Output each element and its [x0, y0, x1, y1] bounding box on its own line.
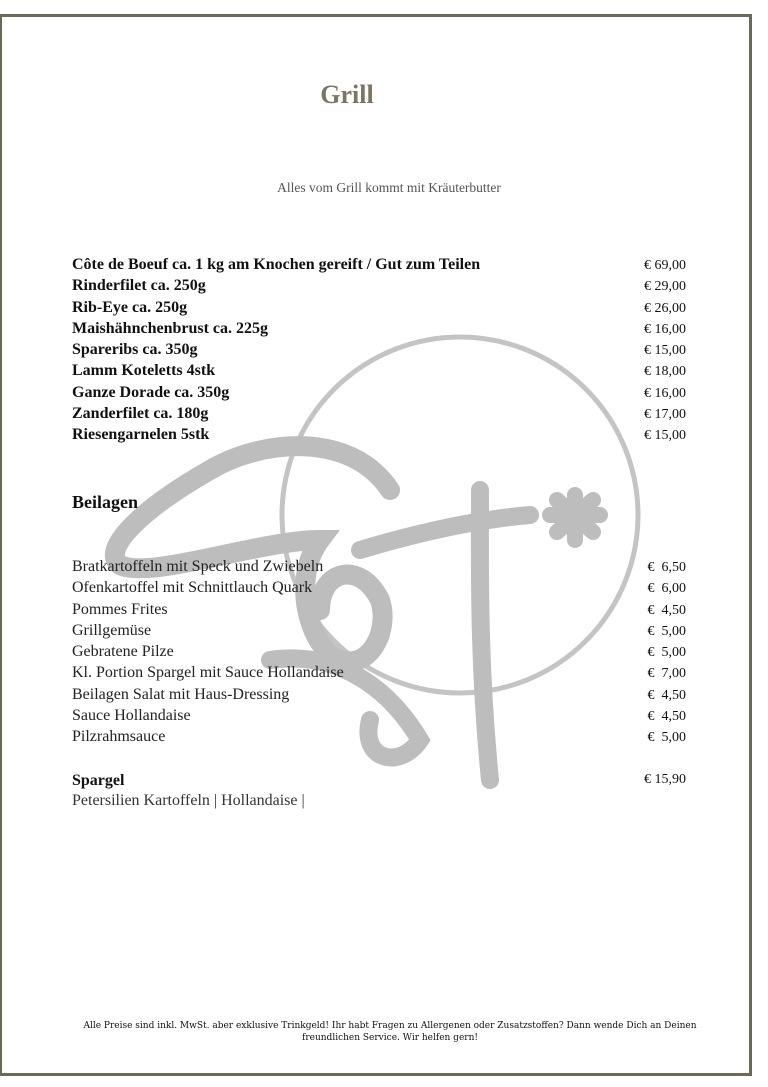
list-item	[72, 320, 686, 341]
item-name: Côte de Boeuf ca. 1 kg am Knochen gereift / Gut zum Teilen	[72, 256, 481, 273]
grill-list	[72, 256, 686, 448]
spargel-section	[72, 772, 686, 810]
list-item	[72, 256, 686, 277]
list-item	[72, 277, 686, 298]
item-price: € 5,00	[647, 645, 686, 661]
item-name: Pommes Frites	[72, 600, 168, 618]
item-name: Maishähnchenbrust ca. 225g	[72, 319, 269, 337]
item-price: € 18,00	[644, 364, 686, 380]
list-item	[72, 341, 686, 362]
spargel-name: Spargel	[72, 772, 125, 789]
item-price: € 16,00	[644, 321, 686, 337]
item-name: Ofenkartoffel mit Schnittlauch Quark	[72, 579, 313, 597]
list-item	[72, 426, 686, 447]
item-price: € 26,00	[644, 300, 686, 316]
list-item	[72, 707, 686, 728]
sides-heading: Beilagen	[72, 492, 138, 512]
item-name: Grillgemüse	[72, 621, 152, 639]
item-name: Ganze Dorade ca. 350g	[72, 383, 230, 401]
list-item	[72, 299, 686, 320]
list-item	[72, 362, 686, 383]
list-item	[72, 558, 686, 579]
item-price: € 69,00	[644, 258, 686, 273]
item-price: € 5,00	[647, 730, 686, 746]
item-name: Sauce Hollandaise	[72, 707, 191, 725]
watermark-stroke-star	[550, 495, 600, 540]
list-item	[72, 686, 686, 707]
item-price: € 6,00	[647, 581, 686, 597]
item-price: € 15,00	[644, 428, 686, 444]
item-name: Gebratene Pilze	[72, 643, 174, 661]
list-item	[72, 622, 686, 643]
sides-list	[72, 558, 686, 750]
item-name: Rib-Eye ca. 250g	[72, 298, 188, 316]
footer-note: Alle Preise sind inkl. MwSt. aber exklusive Trinkgeld! Ihr habt Fragen zu Allergenen oder Zusatzstoffen? Dann wende Dich an Deinen freundlichen Service. Wir helfen gern!	[83, 1021, 697, 1043]
item-name: Riesengarnelen 5stk	[72, 426, 210, 444]
item-price: € 15,00	[644, 343, 686, 359]
page-subtitle: Alles vom Grill kommt mit Kräuterbutter	[277, 180, 501, 195]
item-price: € 4,50	[647, 687, 686, 703]
item-price: € 5,00	[647, 623, 686, 639]
spargel-price: € 15,90	[644, 772, 686, 787]
page-title: Grill	[320, 80, 374, 109]
list-item	[72, 664, 686, 685]
list-item	[72, 601, 686, 622]
item-price: € 4,50	[647, 602, 686, 618]
list-item	[72, 579, 686, 600]
item-name: Beilagen Salat mit Haus-Dressing	[72, 685, 290, 703]
item-name: Bratkartoffeln mit Speck und Zwiebeln	[72, 558, 324, 575]
item-name: Lamm Koteletts 4stk	[72, 362, 216, 380]
item-name: Rinderfilet ca. 250g	[72, 277, 206, 295]
list-item	[72, 384, 686, 405]
item-name: Zanderfilet ca. 180g	[72, 405, 209, 423]
item-price: € 4,50	[647, 709, 686, 725]
item-name: Pilzrahmsauce	[72, 728, 166, 746]
item-price: € 16,00	[644, 385, 686, 401]
item-price: € 7,00	[647, 666, 686, 682]
list-item	[72, 405, 686, 426]
item-price: € 17,00	[644, 407, 686, 423]
list-item	[72, 643, 686, 664]
item-price: € 29,00	[644, 279, 686, 295]
spargel-row	[72, 772, 686, 790]
item-name: Spareribs ca. 350g	[72, 341, 198, 359]
list-item	[72, 728, 686, 749]
item-price: € 6,50	[647, 560, 686, 575]
item-name: Kl. Portion Spargel mit Sauce Hollandaise	[72, 664, 344, 682]
spargel-description: Petersilien Kartoffeln | Hollandaise |	[72, 792, 305, 809]
